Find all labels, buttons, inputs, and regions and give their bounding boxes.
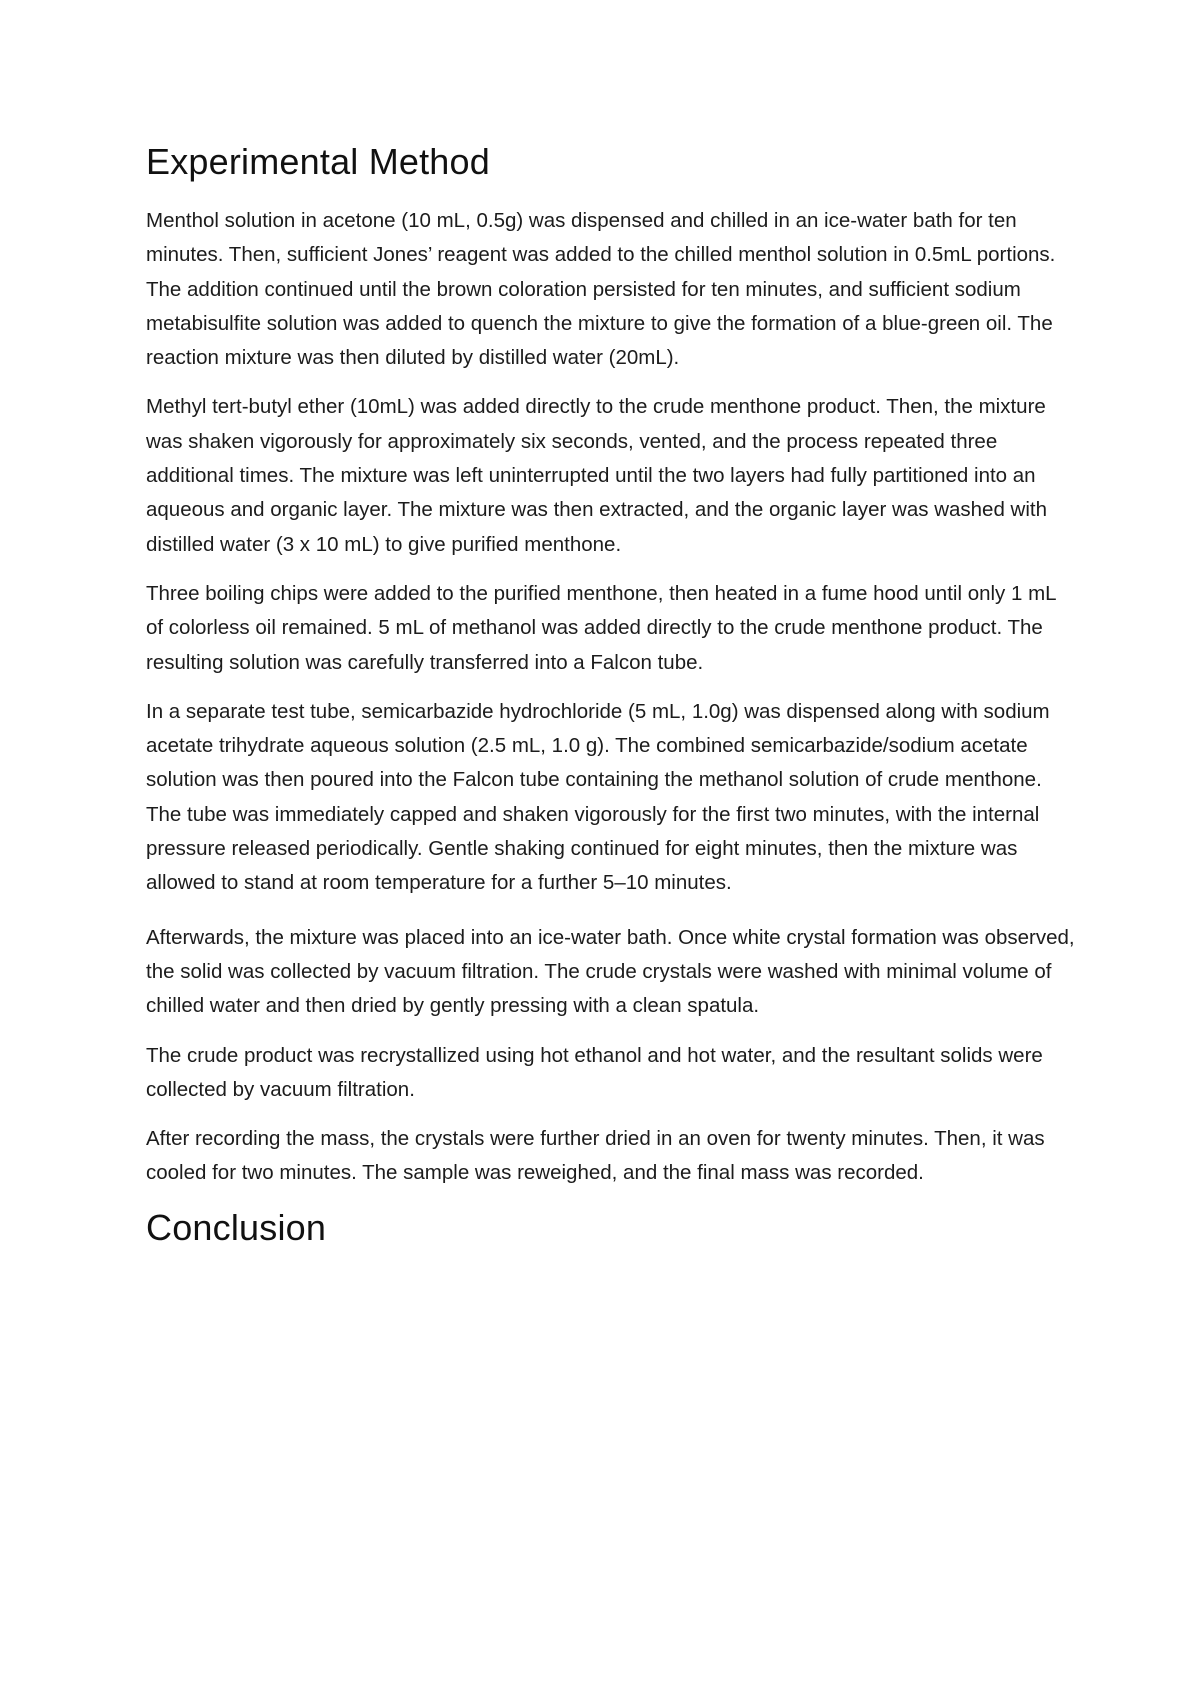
method-paragraph: In a separate test tube, semicarbazide hydrochloride (5 mL, 1.0g) was dispensed along with sodium acetate trihydrate aqueous solution (2.5 mL, 1.0 g). The combined semicarbazide/sodium acetate solution was then poured into the Falcon tube containing the methanol solution of crude menthone. The tube was immediately capped and shaken vigorously for the first two minutes, with the internal pressure released periodically. Gentle shaking continued for eight minutes, then the mixture was allowed to stand at room temperature for a further 5–10 minutes. [146,699,1050,895]
section-heading-conclusion: Conclusion [146,1206,327,1248]
method-paragraph: After recording the mass, the crystals were further dried in an oven for twenty minutes. Then, it was cooled for two minutes. The sample was reweighed, and the final mass was recorded. [146,1127,1045,1185]
method-paragraph: Menthol solution in acetone (10 mL, 0.5g) was dispensed and chilled in an ice-water bath for ten minutes. Then, sufficient Jones’ reagent was added to the chilled menthol solution in 0.5mL portions. The addition continued until the brown coloration persisted for ten minutes, and sufficient sodium metabisulfite solution was added to quench the mixture to give the formation of a blue-green oil. The reaction mixture was then diluted by distilled water (20mL). [146,209,1056,370]
method-paragraph: Methyl tert-butyl ether (10mL) was added directly to the crude menthone product. Then, the mixture was shaken vigorously for approximately six seconds, vented, and the process repeated three additional times. The mixture was left uninterrupted until the two layers had fully partitioned into an aqueous and organic layer. The mixture was then extracted, and the organic layer was washed with distilled water (3 x 10 mL) to give purified menthone. [146,395,1047,556]
method-paragraph: Afterwards, the mixture was placed into an ice-water bath. Once white crystal formation was observed, the solid was collected by vacuum filtration. The crude crystals were washed with minimal volume of chilled water and then dried by gently pressing with a clean spatula. [146,925,1075,1018]
method-paragraph: Three boiling chips were added to the purified menthone, then heated in a fume hood until only 1 mL of colorless oil remained. 5 mL of methanol was added directly to the crude menthone product. The resulting solution was carefully transferred into a Falcon tube. [146,581,1056,674]
section-heading-experimental-method: Experimental Method [146,141,490,182]
method-paragraph: The crude product was recrystallized using hot ethanol and hot water, and the resultant solids were collected by vacuum filtration. [146,1043,1043,1101]
document-page [146,140,1076,1250]
